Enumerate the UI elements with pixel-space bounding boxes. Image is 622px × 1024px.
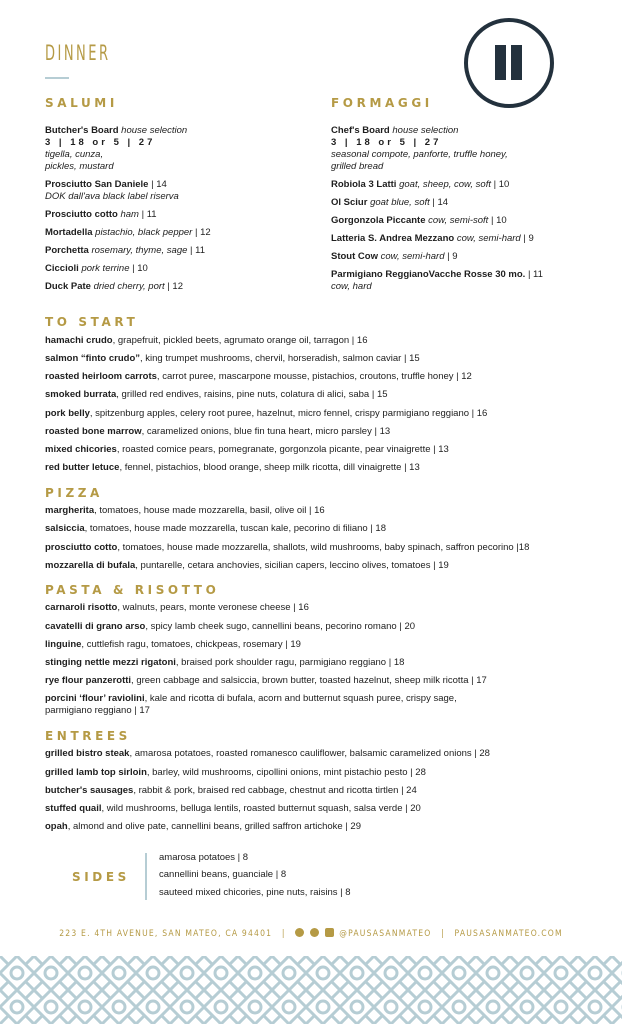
pasta-heading: PASTA & RISOTTO [45,583,220,597]
menu-item: margherita, tomatoes, house made mozzarella, basil, olive oil | 16 [45,505,325,516]
to-start-heading: TO START [45,315,139,329]
side-item: cannellini beans, guanciale | 8 [159,869,287,880]
sides-heading: SIDES [72,870,130,884]
menu-item: rye flour panzerotti, green cabbage and salsiccia, brown butter, toasted hazelnut, sheep milk ricotta | 17 [45,675,487,686]
menu-item: opah, almond and olive pate, cannellini beans, grilled saffron artichoke | 29 [45,821,361,832]
menu-item: Chef's Board house selection 3 | 18 or 5 | 27 seasonal compote, panforte, truffle honey, grilled bread [331,125,508,172]
menu-item: hamachi crudo, grapefruit, pickled beets, agrumato orange oil, tarragon | 16 [45,335,368,346]
menu-item: roasted heirloom carrots, carrot puree, mascarpone mousse, pistachios, croutons, truffle honey | 12 [45,371,472,382]
menu-item: cavatelli di grano arso, spicy lamb cheek sugo, cannellini beans, pecorino romano | 20 [45,621,416,632]
entrees-heading: ENTREES [45,729,131,743]
social-handle[interactable]: @PAUSASANMATEO [339,929,432,939]
side-item: sauteed mixed chicories, pine nuts, raisins | 8 [159,887,351,898]
menu-item: Stout Cow cow, semi-hard | 9 [331,251,458,262]
twitter-icon[interactable] [310,928,319,937]
instagram-icon[interactable] [295,928,304,937]
footer: 223 E. 4TH AVENUE, SAN MATEO, CA 94401 | @PAUSASANMATEO | PAUSASANMATEO.COM [59,929,563,939]
salumi-section [45,97,315,299]
page-title: DINNER [45,41,111,65]
menu-item: Duck Pate dried cherry, port | 12 [45,281,184,292]
title-divider [45,77,69,79]
menu-item: salsiccia, tomatoes, house made mozzarella, tuscan kale, pecorino di filiano | 18 [45,523,386,534]
menu-item: roasted bone marrow, caramelized onions, blue fin tuna heart, micro parsley | 13 [45,426,391,437]
menu-item: grilled bistro steak, amarosa potatoes, roasted romanesco cauliflower, balsamic caramelized onions | 28 [45,748,490,759]
menu-item: mozzarella di bufala, puntarelle, cetara anchovies, sicilian capers, leccino olives, tomatoes | 19 [45,560,449,571]
menu-item: Mortadella pistachio, black pepper | 12 [45,227,211,238]
menu-item: Gorgonzola Piccante cow, semi-soft | 10 [331,215,507,226]
address: 223 E. 4TH AVENUE, SAN MATEO, CA 94401 [59,929,273,939]
menu-item: mixed chicories, roasted comice pears, pomegranate, gorgonzola picante, pear vinaigrette | 13 [45,444,449,455]
sides-divider [145,853,147,900]
menu-item: grilled lamb top sirloin, barley, wild mushrooms, cipollini onions, mint pistachio pesto | 28 [45,767,426,778]
menu-item: Robiola 3 Latti goat, sheep, cow, soft | 10 [331,179,510,190]
facebook-icon[interactable] [325,928,334,937]
restaurant-logo [463,17,555,109]
menu-item: smoked burrata, grilled red endives, raisins, pine nuts, colatura di alici, saba | 15 [45,389,388,400]
menu-item: porcini ‘flour’ raviolini, kale and ricotta di bufala, acorn and butternut squash puree, crispy sage, parmigiano reggiano | 17 [45,693,457,716]
menu-item: Ciccioli pork terrine | 10 [45,263,148,274]
menu-item: stuffed quail, wild mushrooms, belluga lentils, roasted butternut squash, salsa verde | 20 [45,803,421,814]
pizza-heading: PIZZA [45,486,103,500]
menu-item: pork belly, spitzenburg apples, celery root puree, hazelnut, micro fennel, crispy parmigiano reggiano | 16 [45,408,488,419]
menu-item: linguine, cuttlefish ragu, tomatoes, chickpeas, rosemary | 19 [45,639,301,650]
decorative-pattern [0,956,622,1024]
side-item: amarosa potatoes | 8 [159,852,249,863]
menu-item: Latteria S. Andrea Mezzano cow, semi-hard | 9 [331,233,534,244]
menu-item: Butcher's Board house selection 3 | 18 or 5 | 27 tigella, cunza, pickles, mustard [45,125,188,172]
menu-item: Ol Sciur goat blue, soft | 14 [331,197,449,208]
salumi-heading: SALUMI [45,96,118,110]
formaggi-section [331,97,611,299]
menu-item: red butter letuce, fennel, pistachios, blood orange, sheep milk ricotta, dill vinaigrette | 13 [45,462,420,473]
menu-item: stinging nettle mezzi rigatoni, braised pork shoulder ragu, parmigiano reggiano | 18 [45,657,405,668]
website-link[interactable]: PAUSASANMATEO.COM [454,929,563,939]
menu-item: Parmigiano ReggianoVacche Rosse 30 mo. | 11 cow, hard [331,269,543,292]
menu-item: Prosciutto cotto ham | 11 [45,209,157,220]
formaggi-heading: FORMAGGI [331,96,433,110]
menu-item: carnaroli risotto, walnuts, pears, monte veronese cheese | 16 [45,602,309,613]
menu-item: prosciutto cotto, tomatoes, house made mozzarella, shallots, wild mushrooms, baby spinach, saffron pecorino |18 [45,542,530,553]
menu-item: Porchetta rosemary, thyme, sage | 11 [45,245,206,256]
menu-item: salmon “finto crudo”, king trumpet mushrooms, chervil, horseradish, salmon caviar | 15 [45,353,420,364]
menu-item: butcher's sausages, rabbit & pork, braised red cabbage, chestnut and ricotta tirtlen | 24 [45,785,417,796]
menu-item: Prosciutto San Daniele | 14 DOK dall'ava black label riserva [45,179,179,202]
